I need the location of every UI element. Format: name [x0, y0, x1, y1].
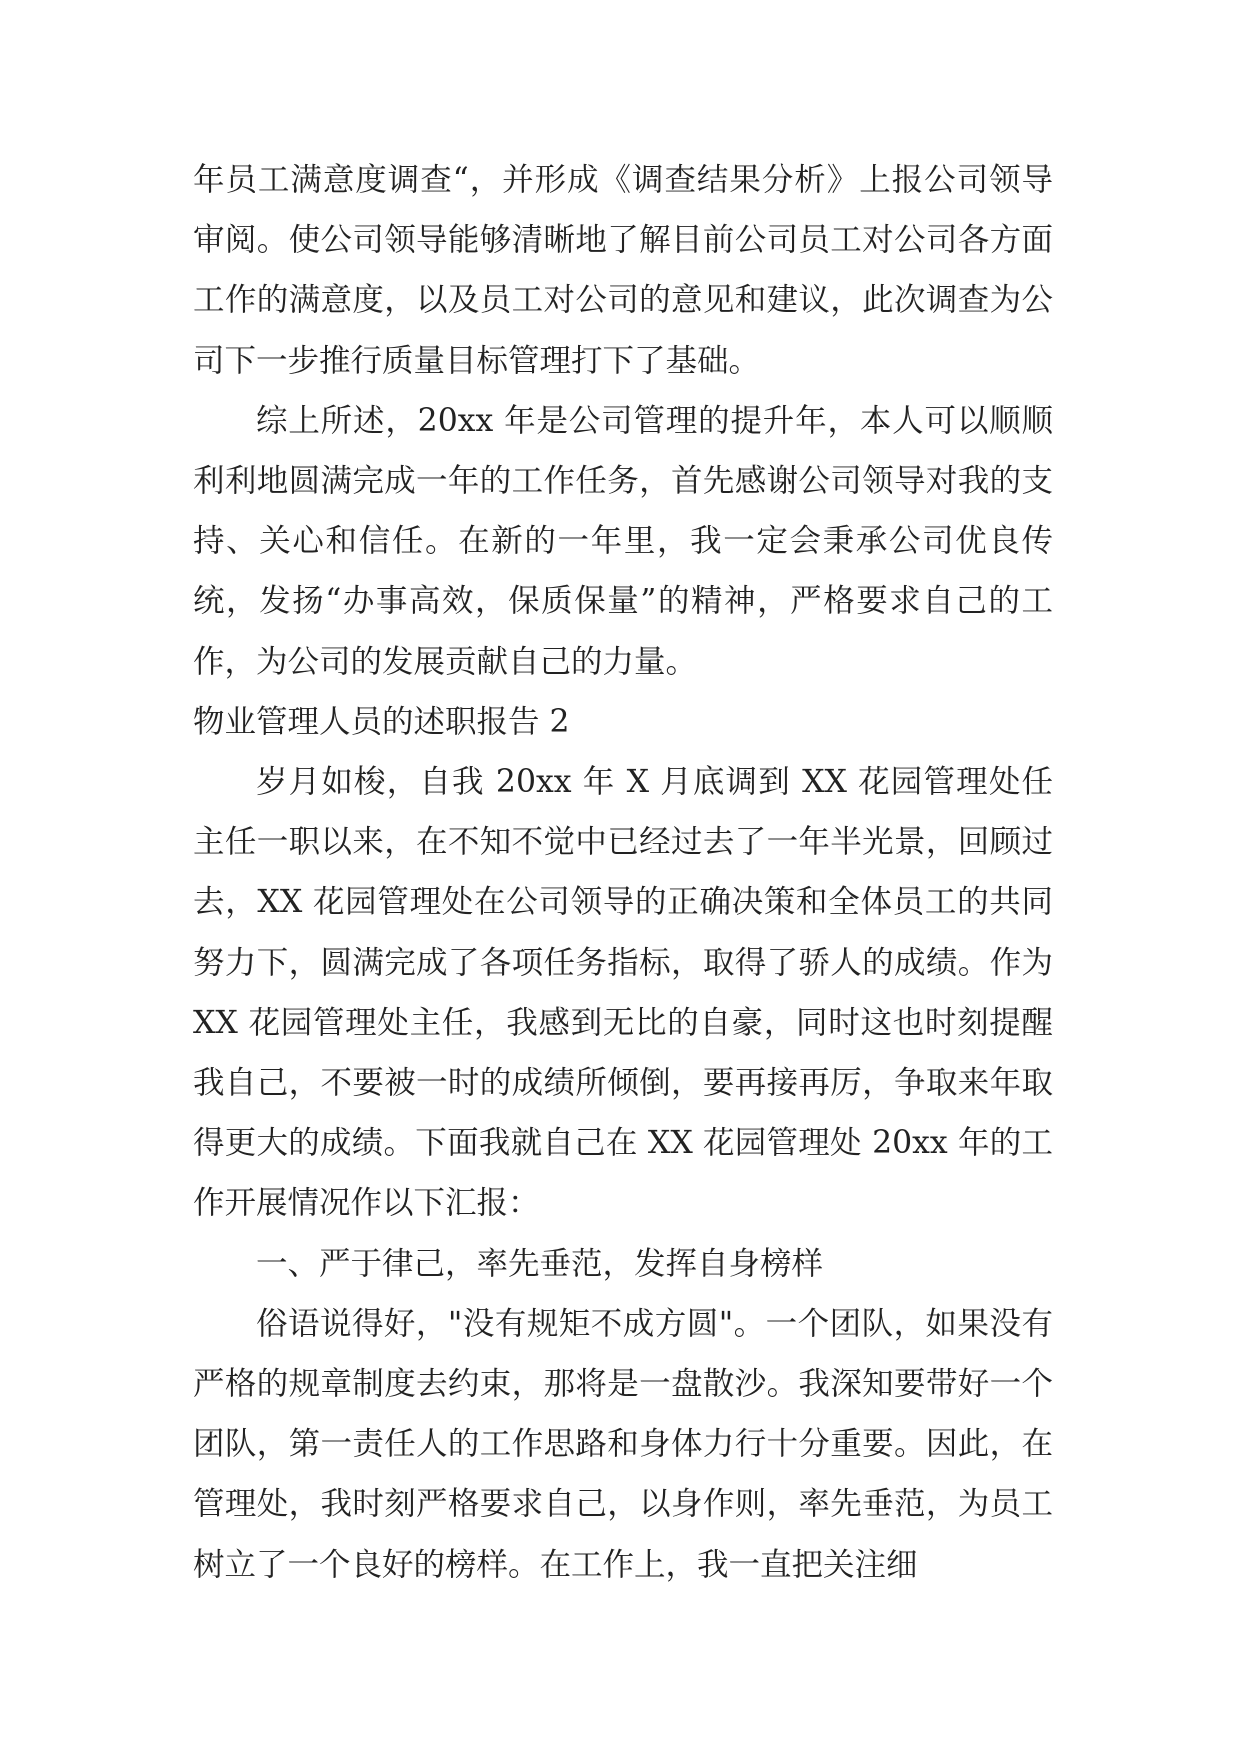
section-title: 物业管理人员的述职报告 2: [193, 703, 570, 740]
subsection-title: 一、严于律己，率先垂范，发挥自身榜样: [256, 1245, 824, 1282]
document-page: [193, 150, 1053, 1595]
paragraph-discipline: 俗语说得好，"没有规矩不成方圆"。一个团队，如果没有严格的规章制度去约束，那将是一盘散沙。我深知要带好一个团队，第一责任人的工作思路和身体力行十分重要。因此，在管理处，我时刻严格要求自己，以身作则，率先垂范，为员工树立了一个良好的榜样。在工作上，我一直把关注细: [193, 1305, 1053, 1583]
paragraph-summary: 综上所述，20xx 年是公司管理的提升年，本人可以顺顺利利地圆满完成一年的工作任务，首先感谢公司领导对我的支持、关心和信任。在新的一年里，我一定会秉承公司优良传统，发扬“办事高效，保质保量”的精神，严格要求自己的工作，为公司的发展贡献自己的力量。: [193, 402, 1053, 680]
paragraph-introduction: 岁月如梭，自我 20xx 年 X 月底调到 XX 花园管理处任主任一职以来，在不知不觉中已经过去了一年半光景，回顾过去，XX 花园管理处在公司领导的正确决策和全体员工的共同努力下，圆满完成了各项任务指标，取得了骄人的成绩。作为 XX 花园管理处主任，我感到无比的自豪，同时这也时刻提醒我自己，不要被一时的成绩所倾倒，要再接再厉，争取来年取得更大的成绩。下面我就自己在 XX 花园管理处 20xx 年的工作开展情况作以下汇报：: [193, 764, 1053, 1222]
paragraph-survey-conclusion: 年员工满意度调查“，并形成《调查结果分析》上报公司领导审阅。使公司领导能够清晰地了解目前公司员工对公司各方面工作的满意度，以及员工对公司的意见和建议，此次调查为公司下一步推行质量目标管理打下了基础。: [193, 162, 1053, 379]
